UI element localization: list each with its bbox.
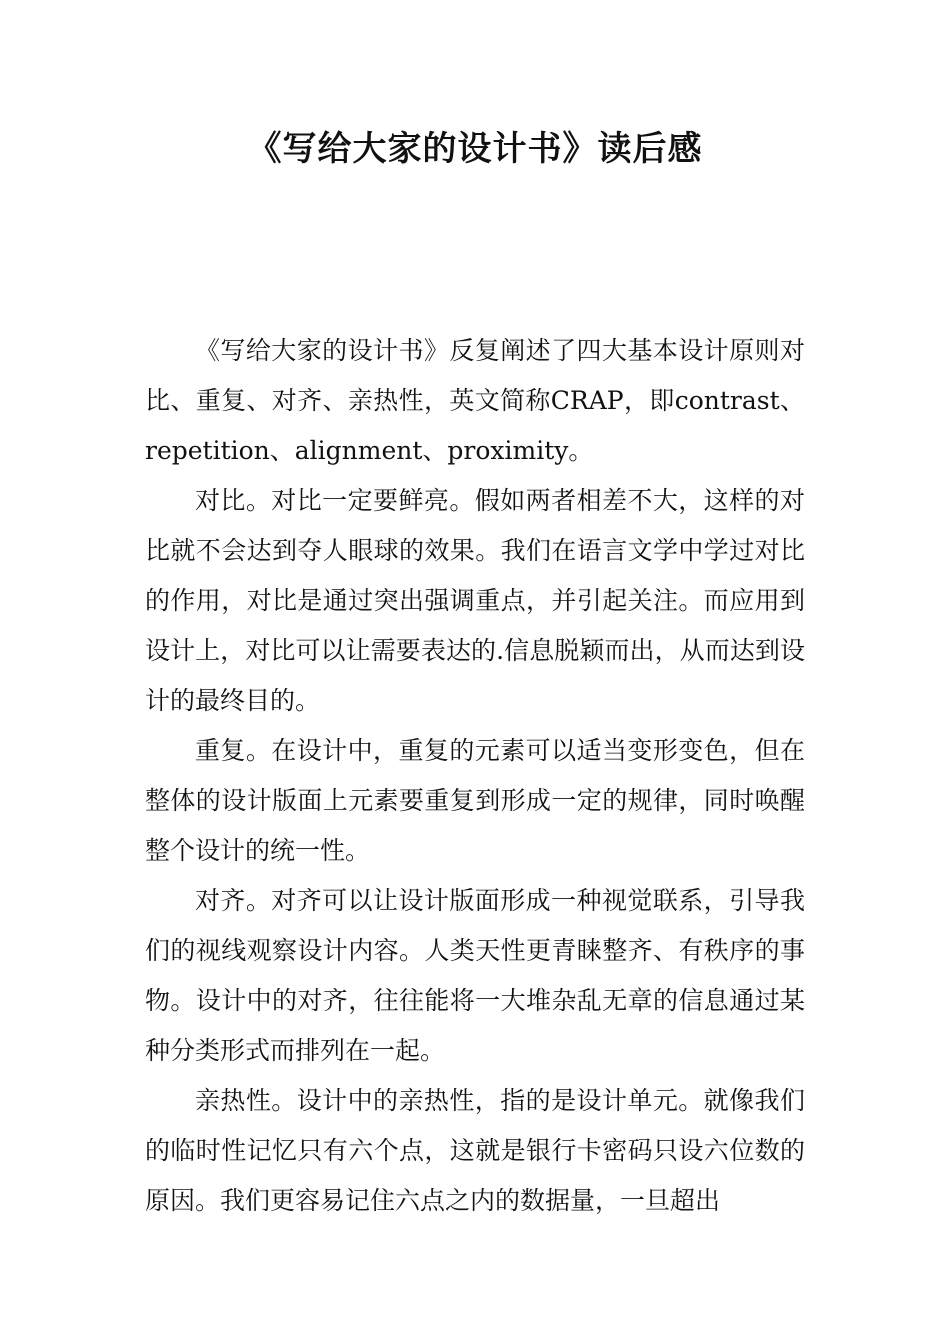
document-body (145, 326, 805, 1226)
paragraph-repetition: 重复。在设计中，重复的元素可以适当变形变色，但在整体的设计版面上元素要重复到形成一定的规律，同时唤醒整个设计的统一性。 (145, 736, 805, 865)
document-title: 《写给大家的设计书》读后感 (247, 129, 703, 169)
paragraph-proximity: 亲热性。设计中的亲热性，指的是设计单元。就像我们的临时性记忆只有六个点，这就是银行卡密码只设六位数的原因。我们更容易记住六点之内的数据量，一旦超出 (145, 1086, 805, 1215)
paragraph-intro: 《写给大家的设计书》反复阐述了四大基本设计原则对比、重复、对齐、亲热性，英文简称CRAP，即contrast、repetition、alignment、proximity。 (145, 336, 805, 465)
paragraph-alignment: 对齐。对齐可以让设计版面形成一种视觉联系，引导我们的视线观察设计内容。人类天性更青睐整齐、有秩序的事物。设计中的对齐，往往能将一大堆杂乱无章的信息通过某种分类形式而排列在一起。 (145, 886, 805, 1065)
paragraph-contrast: 对比。对比一定要鲜亮。假如两者相差不大，这样的对比就不会达到夺人眼球的效果。我们在语言文学中学过对比的作用，对比是通过突出强调重点，并引起关注。而应用到设计上，对比可以让需要表达的.信息脱颖而出，从而达到设计的最终目的。 (145, 486, 805, 715)
